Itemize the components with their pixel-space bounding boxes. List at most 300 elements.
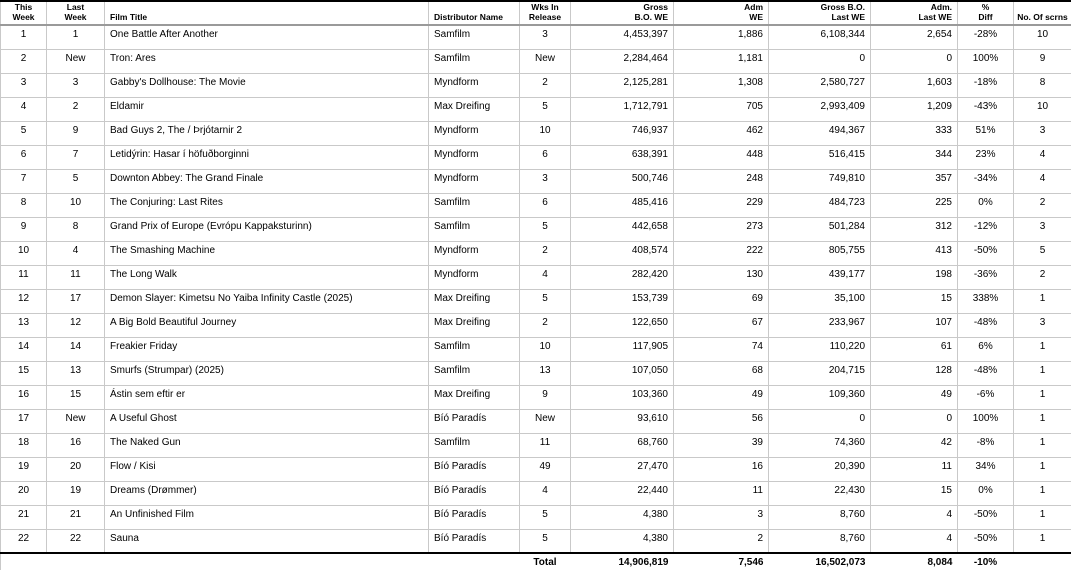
total-gross-bo-last-we: 16,502,073 xyxy=(769,553,871,570)
cell-adm-last-we: 357 xyxy=(871,169,958,193)
table-row xyxy=(1,193,1071,217)
col-header-this-week xyxy=(1,1,47,25)
cell-wks-in-release: 6 xyxy=(520,145,571,169)
cell-gross-bo-we: 500,746 xyxy=(571,169,674,193)
cell-distributor-name: Samfilm xyxy=(429,193,520,217)
cell-gross-bo-last-we: 0 xyxy=(769,409,871,433)
cell-film-title: Ástin sem eftir er xyxy=(105,385,429,409)
cell-film-title: Letidýrin: Hasar í höfuðborginni xyxy=(105,145,429,169)
table-row xyxy=(1,481,1071,505)
cell-film-title: One Battle After Another xyxy=(105,25,429,49)
cell-gross-bo-last-we: 484,723 xyxy=(769,193,871,217)
total-adm-last-we: 8,084 xyxy=(871,553,958,570)
cell-gross-bo-last-we: 439,177 xyxy=(769,265,871,289)
cell-this-week: 7 xyxy=(1,169,47,193)
cell-adm-last-we: 11 xyxy=(871,457,958,481)
table-row xyxy=(1,25,1071,49)
cell-adm-we: 1,181 xyxy=(674,49,769,73)
cell-wks-in-release: 5 xyxy=(520,289,571,313)
cell-adm-we: 222 xyxy=(674,241,769,265)
table-row xyxy=(1,145,1071,169)
cell-wks-in-release: 5 xyxy=(520,217,571,241)
cell-pct-diff: -28% xyxy=(958,25,1014,49)
cell-distributor-name: Myndform xyxy=(429,145,520,169)
cell-this-week: 6 xyxy=(1,145,47,169)
cell-adm-we: 273 xyxy=(674,217,769,241)
total-empty-this-week xyxy=(1,553,47,570)
cell-this-week: 11 xyxy=(1,265,47,289)
cell-distributor-name: Bíó Paradís xyxy=(429,505,520,529)
cell-distributor-name: Myndform xyxy=(429,121,520,145)
cell-pct-diff: -50% xyxy=(958,241,1014,265)
cell-this-week: 14 xyxy=(1,337,47,361)
table-row xyxy=(1,121,1071,145)
cell-pct-diff: -34% xyxy=(958,169,1014,193)
cell-film-title: Grand Prix of Europe (Evrópu Kappaksturinn) xyxy=(105,217,429,241)
cell-last-week: 15 xyxy=(47,385,105,409)
cell-adm-we: 1,886 xyxy=(674,25,769,49)
cell-adm-last-we: 15 xyxy=(871,481,958,505)
cell-last-week: 17 xyxy=(47,289,105,313)
cell-film-title: Downton Abbey: The Grand Finale xyxy=(105,169,429,193)
cell-gross-bo-we: 442,658 xyxy=(571,217,674,241)
cell-no-of-scrns: 4 xyxy=(1014,145,1071,169)
cell-no-of-scrns: 1 xyxy=(1014,505,1071,529)
cell-film-title: A Useful Ghost xyxy=(105,409,429,433)
cell-pct-diff: 23% xyxy=(958,145,1014,169)
cell-distributor-name: Samfilm xyxy=(429,25,520,49)
cell-pct-diff: -12% xyxy=(958,217,1014,241)
cell-wks-in-release: New xyxy=(520,409,571,433)
cell-film-title: Dreams (Drømmer) xyxy=(105,481,429,505)
cell-this-week: 22 xyxy=(1,529,47,553)
cell-gross-bo-we: 4,380 xyxy=(571,529,674,553)
total-empty-distributor xyxy=(429,553,520,570)
cell-no-of-scrns: 1 xyxy=(1014,289,1071,313)
cell-last-week: 16 xyxy=(47,433,105,457)
cell-this-week: 12 xyxy=(1,289,47,313)
header-line: Last WE xyxy=(918,12,952,22)
cell-wks-in-release: New xyxy=(520,49,571,73)
cell-no-of-scrns: 4 xyxy=(1014,169,1071,193)
cell-film-title: An Unfinished Film xyxy=(105,505,429,529)
cell-no-of-scrns: 3 xyxy=(1014,313,1071,337)
cell-gross-bo-last-we: 74,360 xyxy=(769,433,871,457)
cell-gross-bo-last-we: 110,220 xyxy=(769,337,871,361)
col-header-last-week xyxy=(47,1,105,25)
table-row xyxy=(1,289,1071,313)
cell-this-week: 21 xyxy=(1,505,47,529)
cell-this-week: 15 xyxy=(1,361,47,385)
cell-last-week: 14 xyxy=(47,337,105,361)
cell-no-of-scrns: 1 xyxy=(1014,337,1071,361)
total-empty-film-title xyxy=(105,553,429,570)
cell-this-week: 13 xyxy=(1,313,47,337)
cell-wks-in-release: 2 xyxy=(520,73,571,97)
cell-wks-in-release: 6 xyxy=(520,193,571,217)
cell-distributor-name: Samfilm xyxy=(429,361,520,385)
cell-distributor-name: Max Dreifing xyxy=(429,313,520,337)
cell-gross-bo-we: 68,760 xyxy=(571,433,674,457)
cell-gross-bo-we: 122,650 xyxy=(571,313,674,337)
cell-film-title: Smurfs (Strumpar) (2025) xyxy=(105,361,429,385)
cell-adm-last-we: 0 xyxy=(871,409,958,433)
cell-last-week: 3 xyxy=(47,73,105,97)
cell-last-week: 11 xyxy=(47,265,105,289)
cell-gross-bo-last-we: 22,430 xyxy=(769,481,871,505)
cell-last-week: 19 xyxy=(47,481,105,505)
cell-adm-we: 229 xyxy=(674,193,769,217)
cell-last-week: 21 xyxy=(47,505,105,529)
cell-gross-bo-last-we: 35,100 xyxy=(769,289,871,313)
cell-gross-bo-we: 408,574 xyxy=(571,241,674,265)
cell-adm-we: 39 xyxy=(674,433,769,457)
cell-gross-bo-we: 117,905 xyxy=(571,337,674,361)
cell-pct-diff: 51% xyxy=(958,121,1014,145)
cell-this-week: 9 xyxy=(1,217,47,241)
cell-pct-diff: 0% xyxy=(958,481,1014,505)
cell-last-week: 12 xyxy=(47,313,105,337)
cell-no-of-scrns: 10 xyxy=(1014,25,1071,49)
header-line: Film Title xyxy=(110,12,148,22)
header-line: Gross B.O. xyxy=(820,2,865,12)
col-header-wks-in-release xyxy=(520,1,571,25)
cell-gross-bo-we: 93,610 xyxy=(571,409,674,433)
cell-adm-last-we: 4 xyxy=(871,505,958,529)
table-row xyxy=(1,73,1071,97)
cell-distributor-name: Bíó Paradís xyxy=(429,529,520,553)
cell-adm-last-we: 2,654 xyxy=(871,25,958,49)
cell-distributor-name: Myndform xyxy=(429,265,520,289)
cell-gross-bo-last-we: 0 xyxy=(769,49,871,73)
cell-gross-bo-last-we: 204,715 xyxy=(769,361,871,385)
cell-pct-diff: 100% xyxy=(958,409,1014,433)
table-row xyxy=(1,337,1071,361)
cell-no-of-scrns: 1 xyxy=(1014,361,1071,385)
cell-wks-in-release: 10 xyxy=(520,121,571,145)
cell-film-title: Freakier Friday xyxy=(105,337,429,361)
cell-adm-last-we: 61 xyxy=(871,337,958,361)
cell-adm-last-we: 1,603 xyxy=(871,73,958,97)
cell-no-of-scrns: 1 xyxy=(1014,457,1071,481)
cell-gross-bo-last-we: 233,967 xyxy=(769,313,871,337)
cell-distributor-name: Max Dreifing xyxy=(429,289,520,313)
cell-no-of-scrns: 8 xyxy=(1014,73,1071,97)
header-line: Last WE xyxy=(831,12,865,22)
cell-adm-we: 69 xyxy=(674,289,769,313)
cell-this-week: 20 xyxy=(1,481,47,505)
cell-this-week: 5 xyxy=(1,121,47,145)
cell-last-week: 20 xyxy=(47,457,105,481)
cell-pct-diff: -48% xyxy=(958,361,1014,385)
cell-pct-diff: -43% xyxy=(958,97,1014,121)
cell-last-week: 22 xyxy=(47,529,105,553)
cell-adm-last-we: 413 xyxy=(871,241,958,265)
cell-gross-bo-we: 2,125,281 xyxy=(571,73,674,97)
cell-last-week: 9 xyxy=(47,121,105,145)
cell-adm-last-we: 198 xyxy=(871,265,958,289)
header-line: WE xyxy=(749,12,763,22)
cell-adm-we: 130 xyxy=(674,265,769,289)
cell-gross-bo-we: 282,420 xyxy=(571,265,674,289)
cell-film-title: The Smashing Machine xyxy=(105,241,429,265)
cell-distributor-name: Samfilm xyxy=(429,217,520,241)
cell-gross-bo-last-we: 8,760 xyxy=(769,529,871,553)
cell-film-title: Bad Guys 2, The / Þrjótarnir 2 xyxy=(105,121,429,145)
cell-pct-diff: 6% xyxy=(958,337,1014,361)
cell-adm-last-we: 107 xyxy=(871,313,958,337)
cell-adm-last-we: 1,209 xyxy=(871,97,958,121)
header-line: % xyxy=(981,2,990,12)
cell-adm-last-we: 225 xyxy=(871,193,958,217)
cell-adm-we: 11 xyxy=(674,481,769,505)
cell-film-title: The Naked Gun xyxy=(105,433,429,457)
table-row xyxy=(1,385,1071,409)
cell-gross-bo-we: 27,470 xyxy=(571,457,674,481)
cell-distributor-name: Myndform xyxy=(429,241,520,265)
cell-gross-bo-last-we: 805,755 xyxy=(769,241,871,265)
cell-distributor-name: Samfilm xyxy=(429,433,520,457)
cell-pct-diff: -50% xyxy=(958,505,1014,529)
cell-adm-we: 74 xyxy=(674,337,769,361)
cell-film-title: Eldamir xyxy=(105,97,429,121)
cell-this-week: 16 xyxy=(1,385,47,409)
cell-pct-diff: 34% xyxy=(958,457,1014,481)
header-line: Diff xyxy=(978,12,993,22)
cell-no-of-scrns: 2 xyxy=(1014,265,1071,289)
cell-gross-bo-last-we: 8,760 xyxy=(769,505,871,529)
cell-adm-we: 3 xyxy=(674,505,769,529)
cell-last-week: 4 xyxy=(47,241,105,265)
cell-no-of-scrns: 10 xyxy=(1014,97,1071,121)
cell-adm-we: 248 xyxy=(674,169,769,193)
cell-last-week: New xyxy=(47,49,105,73)
cell-wks-in-release: 5 xyxy=(520,505,571,529)
cell-adm-last-we: 42 xyxy=(871,433,958,457)
cell-distributor-name: Max Dreifing xyxy=(429,385,520,409)
table-row xyxy=(1,217,1071,241)
table-row xyxy=(1,313,1071,337)
cell-film-title: Tron: Ares xyxy=(105,49,429,73)
header-line: B.O. WE xyxy=(634,12,668,22)
cell-this-week: 2 xyxy=(1,49,47,73)
cell-film-title: Flow / Kisi xyxy=(105,457,429,481)
cell-gross-bo-last-we: 749,810 xyxy=(769,169,871,193)
total-label: Total xyxy=(520,553,571,570)
cell-film-title: The Conjuring: Last Rites xyxy=(105,193,429,217)
cell-adm-last-we: 333 xyxy=(871,121,958,145)
cell-pct-diff: -8% xyxy=(958,433,1014,457)
cell-distributor-name: Bíó Paradís xyxy=(429,409,520,433)
cell-this-week: 19 xyxy=(1,457,47,481)
table-row xyxy=(1,97,1071,121)
cell-gross-bo-we: 746,937 xyxy=(571,121,674,145)
cell-pct-diff: 100% xyxy=(958,49,1014,73)
cell-last-week: 1 xyxy=(47,25,105,49)
header-line: This xyxy=(14,2,33,12)
cell-no-of-scrns: 1 xyxy=(1014,409,1071,433)
cell-no-of-scrns: 1 xyxy=(1014,481,1071,505)
cell-pct-diff: -48% xyxy=(958,313,1014,337)
cell-gross-bo-we: 22,440 xyxy=(571,481,674,505)
cell-distributor-name: Samfilm xyxy=(429,49,520,73)
cell-adm-we: 68 xyxy=(674,361,769,385)
cell-gross-bo-last-we: 2,993,409 xyxy=(769,97,871,121)
total-empty-last-week xyxy=(47,553,105,570)
cell-adm-last-we: 312 xyxy=(871,217,958,241)
cell-last-week: 13 xyxy=(47,361,105,385)
total-pct-diff: -10% xyxy=(958,553,1014,570)
table-row xyxy=(1,409,1071,433)
header-line: Release xyxy=(528,12,562,22)
cell-no-of-scrns: 3 xyxy=(1014,121,1071,145)
cell-film-title: Sauna xyxy=(105,529,429,553)
cell-this-week: 17 xyxy=(1,409,47,433)
cell-wks-in-release: 9 xyxy=(520,385,571,409)
cell-wks-in-release: 10 xyxy=(520,337,571,361)
cell-no-of-scrns: 1 xyxy=(1014,529,1071,553)
cell-distributor-name: Bíó Paradís xyxy=(429,457,520,481)
cell-no-of-scrns: 5 xyxy=(1014,241,1071,265)
cell-wks-in-release: 11 xyxy=(520,433,571,457)
header-line: Adm xyxy=(744,2,763,12)
col-header-no-of-scrns xyxy=(1014,1,1071,25)
cell-adm-we: 1,308 xyxy=(674,73,769,97)
cell-adm-we: 448 xyxy=(674,145,769,169)
cell-gross-bo-last-we: 501,284 xyxy=(769,217,871,241)
col-header-adm-we xyxy=(674,1,769,25)
cell-adm-last-we: 15 xyxy=(871,289,958,313)
col-header-gross-bo-last-we xyxy=(769,1,871,25)
cell-adm-we: 67 xyxy=(674,313,769,337)
cell-distributor-name: Samfilm xyxy=(429,337,520,361)
cell-last-week: 10 xyxy=(47,193,105,217)
cell-adm-we: 49 xyxy=(674,385,769,409)
cell-pct-diff: -6% xyxy=(958,385,1014,409)
header-line: Week xyxy=(12,12,35,22)
cell-wks-in-release: 49 xyxy=(520,457,571,481)
col-header-pct-diff xyxy=(958,1,1014,25)
header-line: Gross xyxy=(643,2,668,12)
cell-pct-diff: 338% xyxy=(958,289,1014,313)
table-body xyxy=(1,25,1071,553)
cell-wks-in-release: 2 xyxy=(520,313,571,337)
cell-gross-bo-we: 1,712,791 xyxy=(571,97,674,121)
cell-last-week: New xyxy=(47,409,105,433)
col-header-adm-last-we xyxy=(871,1,958,25)
cell-wks-in-release: 5 xyxy=(520,529,571,553)
cell-last-week: 5 xyxy=(47,169,105,193)
table-row xyxy=(1,529,1071,553)
header-line: Wks In xyxy=(531,2,559,12)
col-header-distributor-name xyxy=(429,1,520,25)
cell-no-of-scrns: 3 xyxy=(1014,217,1071,241)
cell-gross-bo-last-we: 6,108,344 xyxy=(769,25,871,49)
table-row xyxy=(1,361,1071,385)
cell-pct-diff: -36% xyxy=(958,265,1014,289)
cell-pct-diff: 0% xyxy=(958,193,1014,217)
total-gross-bo-we: 14,906,819 xyxy=(571,553,674,570)
header-line: Week xyxy=(64,12,87,22)
cell-adm-we: 2 xyxy=(674,529,769,553)
col-header-film-title xyxy=(105,1,429,25)
cell-this-week: 8 xyxy=(1,193,47,217)
table-row xyxy=(1,265,1071,289)
table-header-row xyxy=(1,1,1071,25)
cell-film-title: Demon Slayer: Kimetsu No Yaiba Infinity Castle (2025) xyxy=(105,289,429,313)
cell-this-week: 10 xyxy=(1,241,47,265)
cell-gross-bo-we: 2,284,464 xyxy=(571,49,674,73)
cell-adm-last-we: 0 xyxy=(871,49,958,73)
cell-no-of-scrns: 1 xyxy=(1014,385,1071,409)
total-adm-we: 7,546 xyxy=(674,553,769,570)
cell-this-week: 18 xyxy=(1,433,47,457)
cell-wks-in-release: 3 xyxy=(520,169,571,193)
table-row xyxy=(1,457,1071,481)
cell-gross-bo-last-we: 20,390 xyxy=(769,457,871,481)
cell-film-title: The Long Walk xyxy=(105,265,429,289)
cell-distributor-name: Myndform xyxy=(429,73,520,97)
col-header-gross-bo-we xyxy=(571,1,674,25)
cell-adm-last-we: 49 xyxy=(871,385,958,409)
table-row xyxy=(1,505,1071,529)
cell-gross-bo-last-we: 494,367 xyxy=(769,121,871,145)
cell-adm-we: 16 xyxy=(674,457,769,481)
cell-wks-in-release: 4 xyxy=(520,481,571,505)
cell-pct-diff: -50% xyxy=(958,529,1014,553)
total-empty-no-of-scrns xyxy=(1014,553,1071,570)
cell-gross-bo-we: 638,391 xyxy=(571,145,674,169)
cell-gross-bo-last-we: 516,415 xyxy=(769,145,871,169)
cell-adm-we: 705 xyxy=(674,97,769,121)
total-row xyxy=(1,553,1071,570)
cell-wks-in-release: 4 xyxy=(520,265,571,289)
cell-this-week: 1 xyxy=(1,25,47,49)
table-row xyxy=(1,169,1071,193)
cell-gross-bo-we: 107,050 xyxy=(571,361,674,385)
cell-gross-bo-we: 485,416 xyxy=(571,193,674,217)
header-line: Distributor Name xyxy=(434,12,503,22)
cell-last-week: 8 xyxy=(47,217,105,241)
cell-last-week: 7 xyxy=(47,145,105,169)
cell-no-of-scrns: 2 xyxy=(1014,193,1071,217)
cell-wks-in-release: 3 xyxy=(520,25,571,49)
cell-pct-diff: -18% xyxy=(958,73,1014,97)
header-line: No. Of scrns xyxy=(1017,12,1068,22)
cell-this-week: 3 xyxy=(1,73,47,97)
cell-wks-in-release: 2 xyxy=(520,241,571,265)
cell-adm-we: 462 xyxy=(674,121,769,145)
table-row xyxy=(1,241,1071,265)
cell-gross-bo-we: 153,739 xyxy=(571,289,674,313)
cell-this-week: 4 xyxy=(1,97,47,121)
cell-film-title: A Big Bold Beautiful Journey xyxy=(105,313,429,337)
table-row xyxy=(1,433,1071,457)
header-line: Last xyxy=(66,2,85,12)
cell-no-of-scrns: 1 xyxy=(1014,433,1071,457)
cell-distributor-name: Bíó Paradís xyxy=(429,481,520,505)
cell-distributor-name: Myndform xyxy=(429,169,520,193)
cell-gross-bo-last-we: 2,580,727 xyxy=(769,73,871,97)
cell-no-of-scrns: 9 xyxy=(1014,49,1071,73)
table-row xyxy=(1,49,1071,73)
cell-gross-bo-we: 4,453,397 xyxy=(571,25,674,49)
cell-film-title: Gabby's Dollhouse: The Movie xyxy=(105,73,429,97)
cell-distributor-name: Max Dreifing xyxy=(429,97,520,121)
cell-wks-in-release: 13 xyxy=(520,361,571,385)
cell-gross-bo-we: 4,380 xyxy=(571,505,674,529)
cell-adm-last-we: 344 xyxy=(871,145,958,169)
